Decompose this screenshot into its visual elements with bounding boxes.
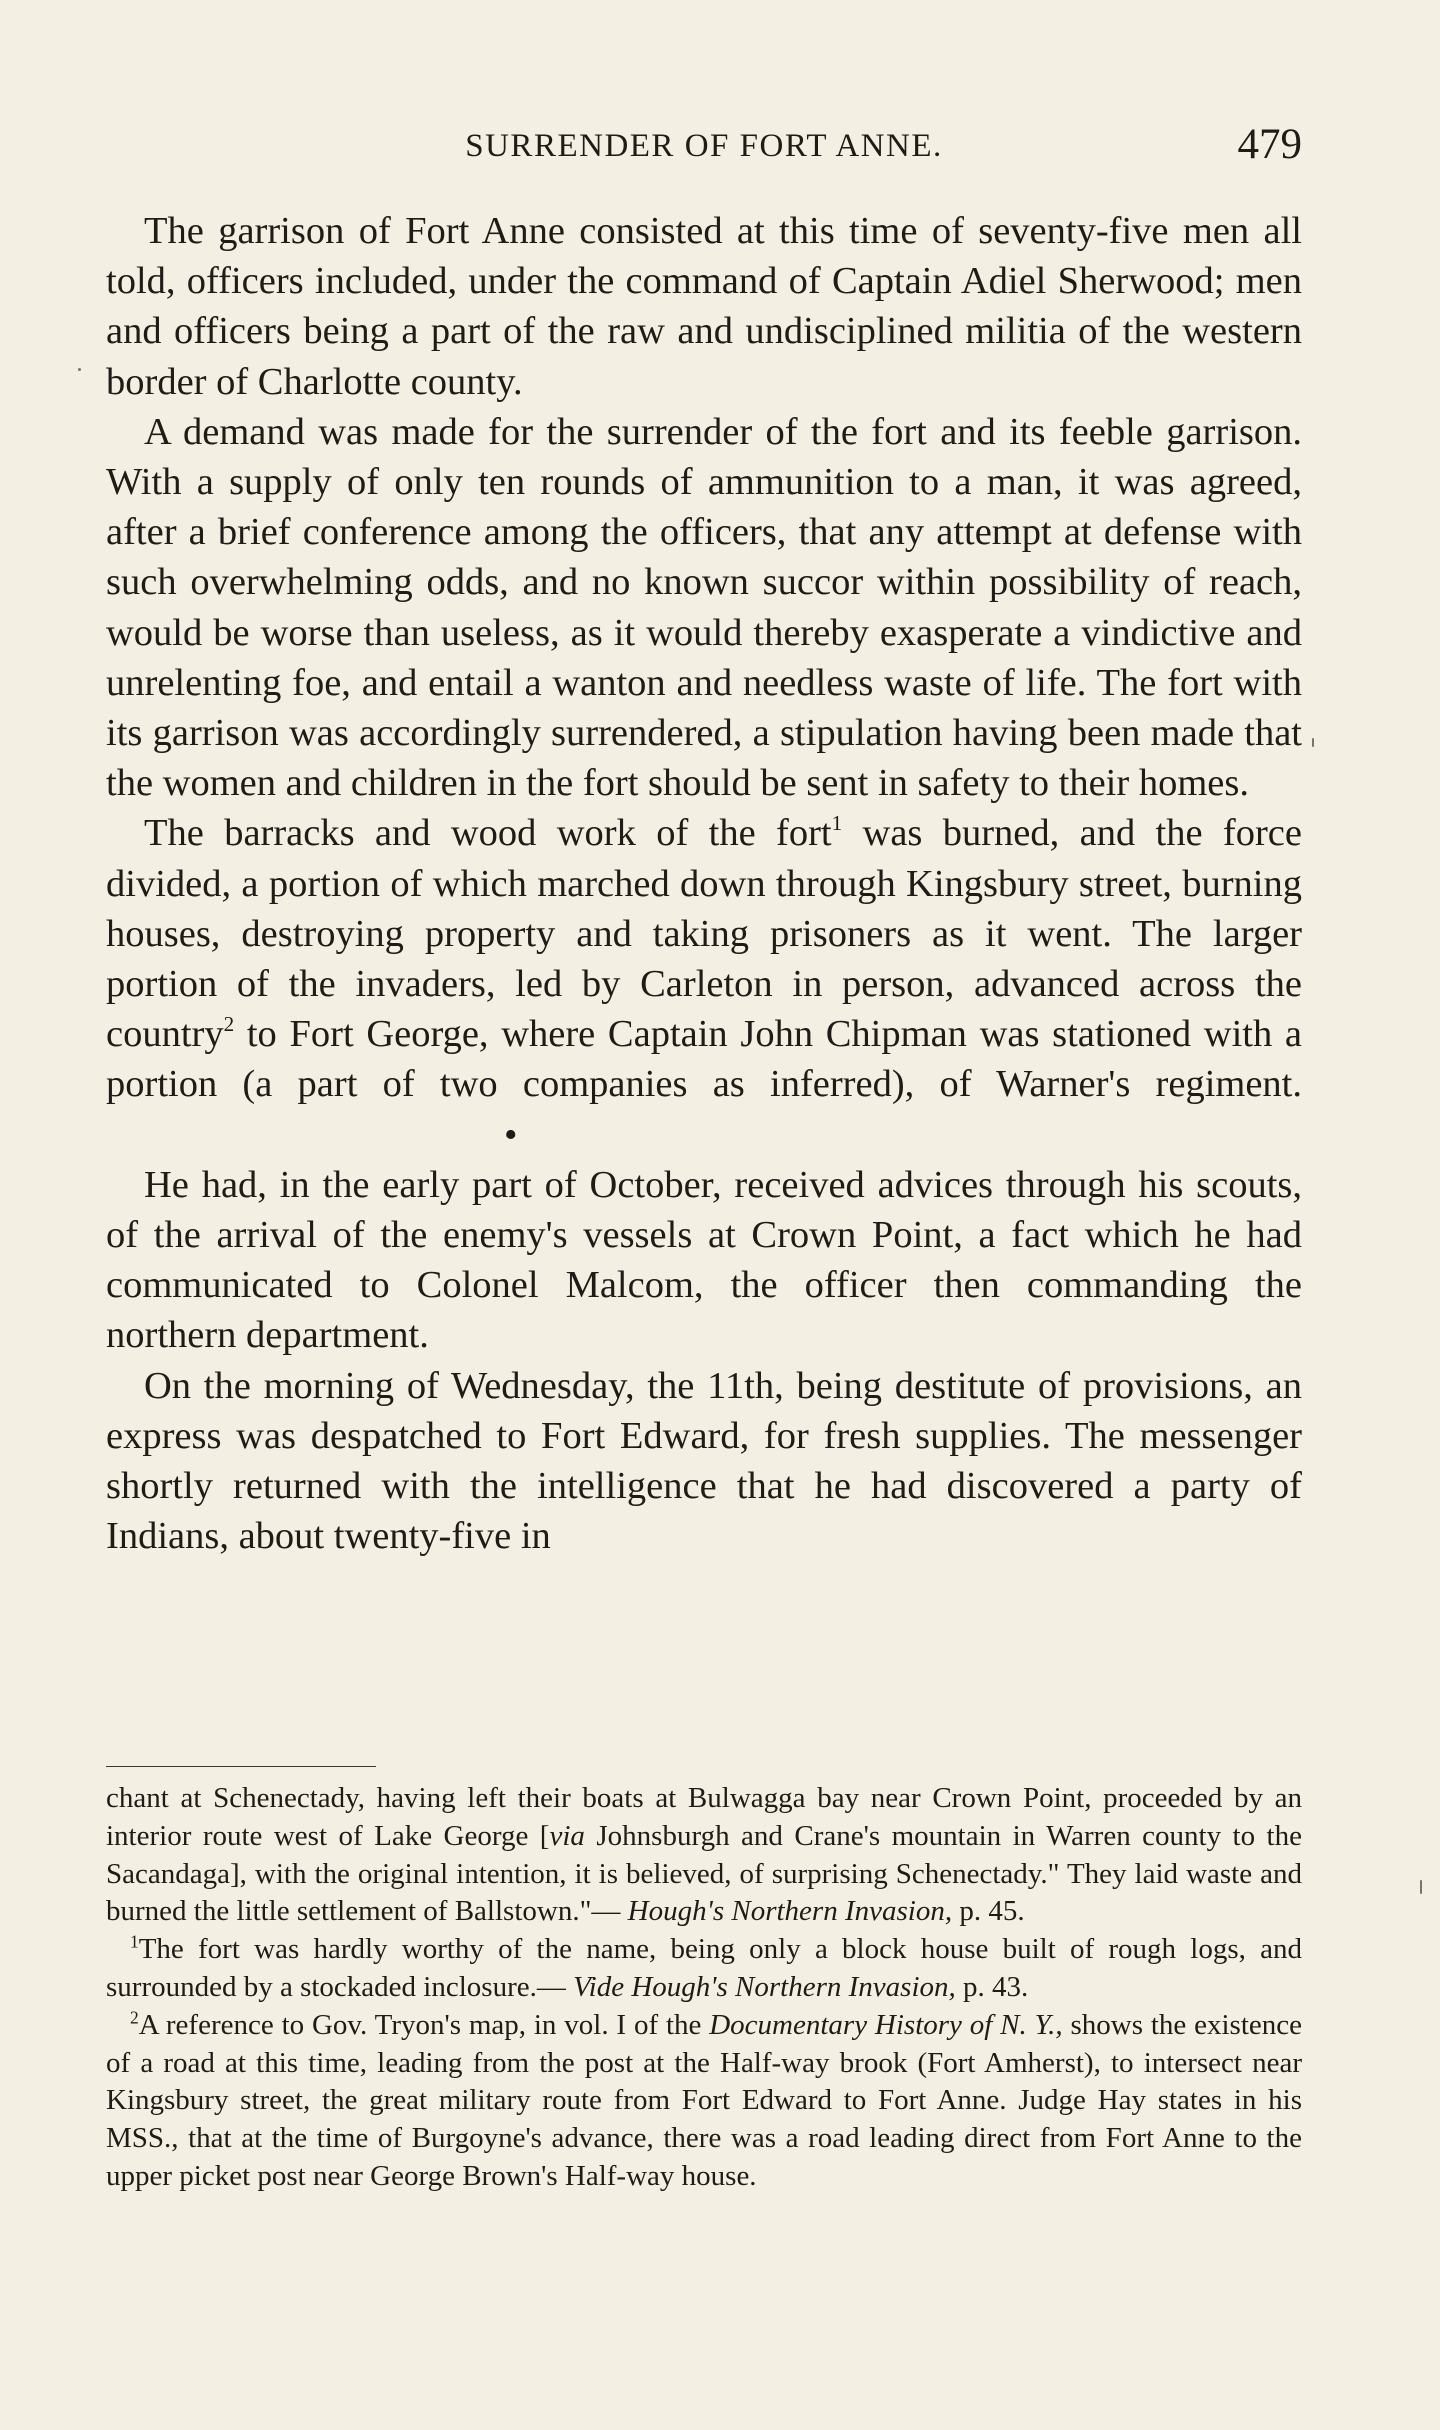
footnote-continuation-text-c: p. 45.: [952, 1895, 1025, 1928]
paragraph-garrison: The garrison of Fort Anne consisted at this time of seventy-five men all told, officers included, under the command of Captain Adiel Sherwood; men and officers being a part of the raw and undisciplined militia of the western border of Charlotte county.: [106, 210, 1302, 403]
footnote-1-text-a: The fort was hardly worthy of the name, being only a block house built of rough logs, and surrounded by a stockaded inclosure.—: [106, 1933, 1302, 2003]
footnote-continuation-text-a: chant at Schenectady, having left their boats at Bulwagga bay near Crown Point, proceeded by an interior route west of Lake George [: [106, 1782, 1302, 1852]
paragraph-barracks-text-c: to Fort George, where Captain John Chipman was stationed with a portion (a part of two companies as inferred), of Warner's regiment.: [106, 1013, 1302, 1106]
footnotes: [106, 1780, 1302, 2196]
paragraph-demand: A demand was made for the surrender of the fort and its feeble garrison. With a supply of only ten rounds of ammunition to a man, it was agreed, after a brief conference among the officers, that any attempt at defense with such overwhelming odds, and no known succor within possibility of reach, would be worse than useless, as it would thereby exasperate a vindictive and unrelenting foe, and entail a wanton and needless waste of life. The fort with its garrison was accordingly surrendered, a stipulation having been made that the women and children in the fort should be sent in safety to their homes.: [106, 410, 1302, 805]
footnote-2: [106, 2007, 1302, 2196]
footnote-continuation-citation: Hough's Northern Invasion,: [627, 1895, 953, 1928]
footnote-1-mark: 1: [130, 1931, 139, 1952]
paragraph-advices: He had, in the early part of October, received advices through his scouts, of the arrival of the enemy's vessels at Crown Point, a fact which he had communicated to Colonel Malcom, the officer then commanding the northern department.: [106, 1163, 1302, 1357]
footnote-reference-2: 2: [223, 1012, 235, 1037]
footnote-2-mark: 2: [130, 2007, 139, 2028]
footnote-2-text-b: shows the existence of a road at this time, leading from the post at the Half-way brook (Fort Amherst), to intersect near Kingsbury street, the great military route from Fort Edward to Fort Anne. Judge Hay states in his MSS., that at the time of Burgoyne's advance, there was a road leading direct from Fort Anne to the upper picket post near George Brown's Half-way house.: [106, 2008, 1302, 2192]
running-title: SURRENDER OF FORT ANNE.: [465, 128, 943, 164]
paper-speck: [78, 368, 81, 371]
footnote-1-citation: Vide Hough's Northern Invasion,: [573, 1970, 956, 2003]
paragraph-barracks-text-b: was burned, and the force divided, a portion of which marched down through Kingsbury street, burning houses, destroying property and taking prisoners as it went. The larger portion of the invaders, led by Carleton in person, advanced across the country: [106, 812, 1302, 1056]
footnote-2-text-a: A reference to Gov. Tryon's map, in vol. I of the: [138, 2008, 710, 2041]
running-head: [106, 120, 1302, 180]
paragraph-morning: On the morning of Wednesday, the 11th, being destitute of provisions, an express was despatched to Fort Edward, for fresh supplies. The messenger shortly returned with the intelligence that he had discovered a party of Indians, about twenty-five in: [106, 1364, 1302, 1558]
footnote-continuation: [106, 1780, 1302, 1931]
footnote-1-text-b: p. 43.: [955, 1970, 1029, 2003]
footnote-1: [106, 1931, 1302, 2007]
footnote-2-citation: Documentary History of N. Y.,: [709, 2008, 1063, 2041]
stray-bullet-mark: •: [504, 1113, 518, 1156]
paper-speck: [1420, 1880, 1422, 1894]
footnote-divider: [106, 1766, 376, 1767]
footnote-reference-1: 1: [831, 811, 843, 836]
paragraph-barracks-text-a: The barracks and wood work of the fort: [144, 812, 832, 855]
footnote-continuation-via: via: [549, 1819, 585, 1852]
paper-speck: [1312, 738, 1314, 747]
main-text: [106, 206, 1302, 1561]
paragraph-barracks: [106, 808, 1302, 1159]
footnote-continuation-text-b: Johnsburgh and Crane's mountain in Warren county to the Sacandaga], with the original intention, it is believed, of surprising Schenectady." They laid waste and burned the little settlement of Ballstown."—: [106, 1819, 1302, 1928]
page-number: 479: [1237, 121, 1302, 168]
